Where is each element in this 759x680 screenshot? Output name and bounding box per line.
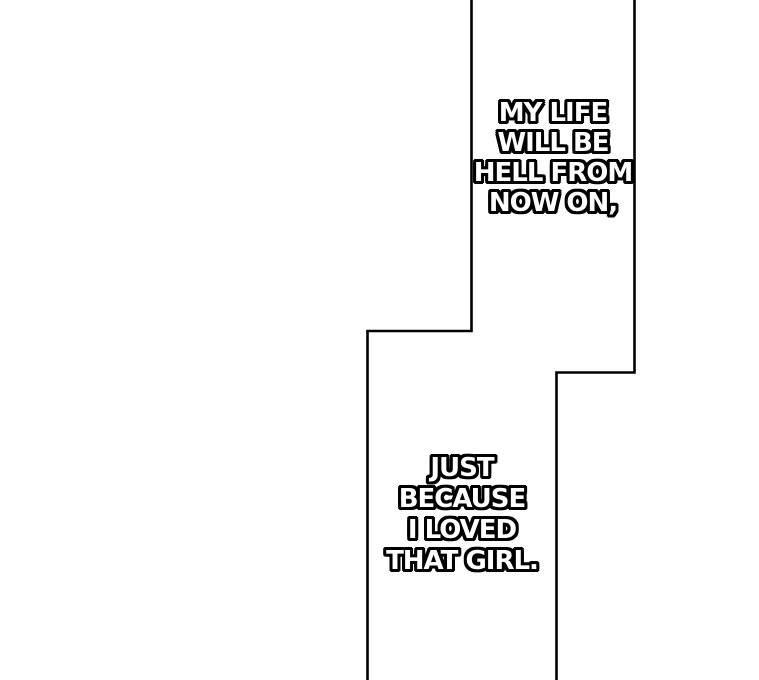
caption-line: I LOVED <box>407 515 517 545</box>
caption-line: BECAUSE <box>398 484 526 514</box>
caption-line: NOW ON, <box>488 188 618 218</box>
caption-line: JUST <box>430 453 494 483</box>
caption-line: MY LIFE <box>498 98 608 128</box>
speech-caption-top <box>471 98 635 218</box>
panel-border-left-zigzag <box>368 0 472 680</box>
caption-line: WILL BE <box>497 128 609 158</box>
caption-line: THAT GIRL. <box>386 546 538 576</box>
caption-line: HELL FROM <box>473 158 633 188</box>
speech-caption-bottom <box>367 453 557 577</box>
